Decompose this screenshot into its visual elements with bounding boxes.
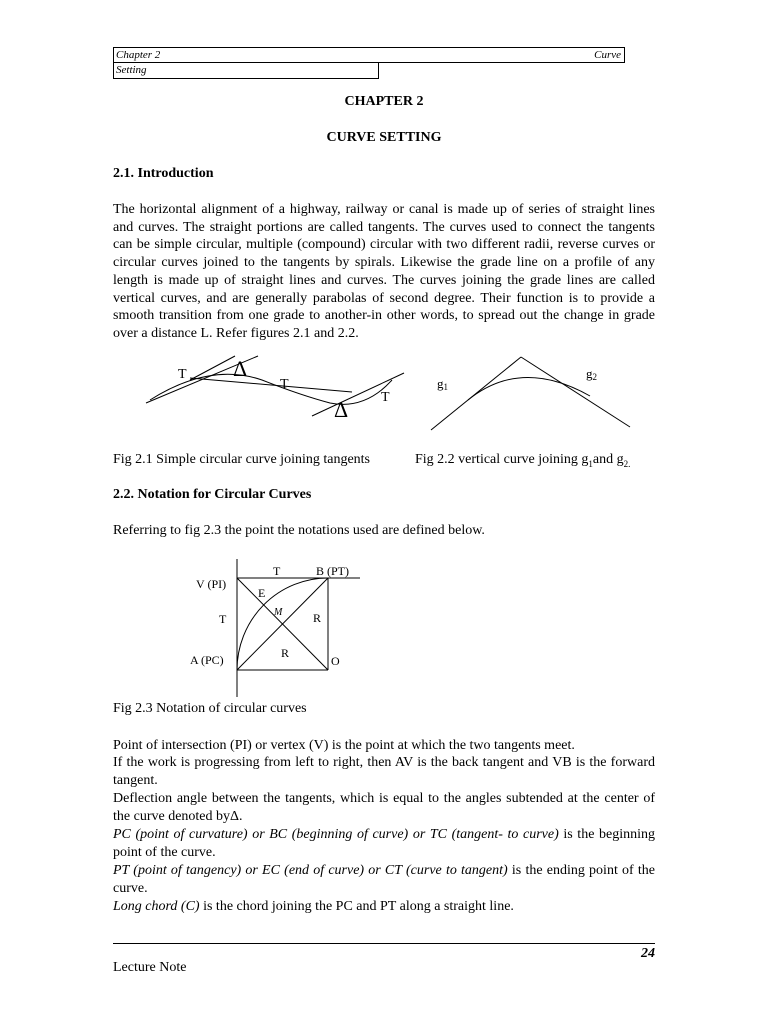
fig22-vertical-curve [468,377,590,400]
fig21-label-t1: T [178,367,187,382]
fig23-label-r-bottom: R [281,646,290,660]
fig-2-3-diagram [190,559,360,697]
definition-pt: PT (point of tangency) or EC (end of curve) or CT (curve to tangent) is the ending point of the curve. [113,863,655,896]
fig23-label-r-right: R [313,611,322,625]
fig23-label-b: B (PT) [316,564,349,578]
fig23-label-v: V (PI) [196,577,227,591]
fig23-label-m: M [274,607,283,618]
fig21-caption: Fig 2.1 Simple circular curve joining tangents [113,452,371,467]
intro-paragraph: The horizontal alignment of a highway, railway or canal is made up of series of straight lines and curves. The straight portions are called tangents. The curves used to connect the tangents can be simple circular, multiple (compound) circular with two different radii, reverse curves or circular curves joined to the tangents by spirals. Likewise the grade line on a profile of any length is made up of straight lines and curves. The curves joining the grade lines are called vertical curves, and are generally parabolas of second degree. Their function is to provide a smooth transition from one grade to another-in other words, to spread out the change in grade over a distance L. Refer figures 2.1 and 2.2. [113,202,655,341]
fig-2-2-diagram [431,357,630,430]
header-chapter: Chapter 2 [116,49,161,61]
footer-note: Lecture Note [113,960,187,975]
header-setting: Setting [116,64,147,76]
page-number: 24 [641,946,655,961]
fig22-grade-g2 [521,357,630,427]
fig21-tangent-right [312,373,404,416]
fig22-label-g2: g2 [586,366,597,382]
fig23-label-o: O [331,654,340,668]
fig21-label-delta1: Δ [233,356,248,381]
fig21-label-t2: T [280,377,289,392]
chapter-subtitle: CURVE SETTING [326,130,442,145]
definition-pc: PC (point of curvature) or BC (beginning of curve) or TC (tangent- to curve) is the beginning point of the curve. [113,827,655,860]
definition-back-tangent: If the work is progressing from left to right, then AV is the back tangent and VB is the forward tangent. [113,755,655,788]
fig23-caption: Fig 2.3 Notation of circular curves [113,701,307,716]
fig21-label-t3: T [381,390,390,405]
definition-pi: Point of intersection (PI) or vertex (V) is the point at which the two tangents meet. [113,738,575,753]
notation-intro: Referring to fig 2.3 the point the notations used are defined below. [113,523,485,538]
section-heading-notation: 2.2. Notation for Circular Curves [113,487,312,502]
fig22-label-g1: g1 [437,376,448,392]
definition-long-chord: Long chord (C) is the chord joining the PC and PT along a straight line. [113,899,514,914]
fig21-label-delta2: Δ [334,397,349,422]
fig23-label-e: E [258,586,266,600]
fig23-label-t-left: T [219,612,227,626]
header-curve: Curve [594,49,621,61]
fig21-tangent-middle [190,378,352,392]
footer-rule [113,943,655,944]
chapter-title: CHAPTER 2 [344,94,424,109]
fig23-label-t-top: T [273,564,281,578]
fig23-label-a: A (PC) [190,653,224,667]
section-heading-introduction: 2.1. Introduction [113,166,214,181]
fig22-caption: Fig 2.2 vertical curve joining $g_1and$ $g_{2.}$ [415,452,631,469]
fig-2-1-diagram [146,356,404,422]
definition-deflection-angle: Deflection angle between the tangents, which is equal to the angles subtended at the center of the curve denoted byΔ. [113,791,655,824]
